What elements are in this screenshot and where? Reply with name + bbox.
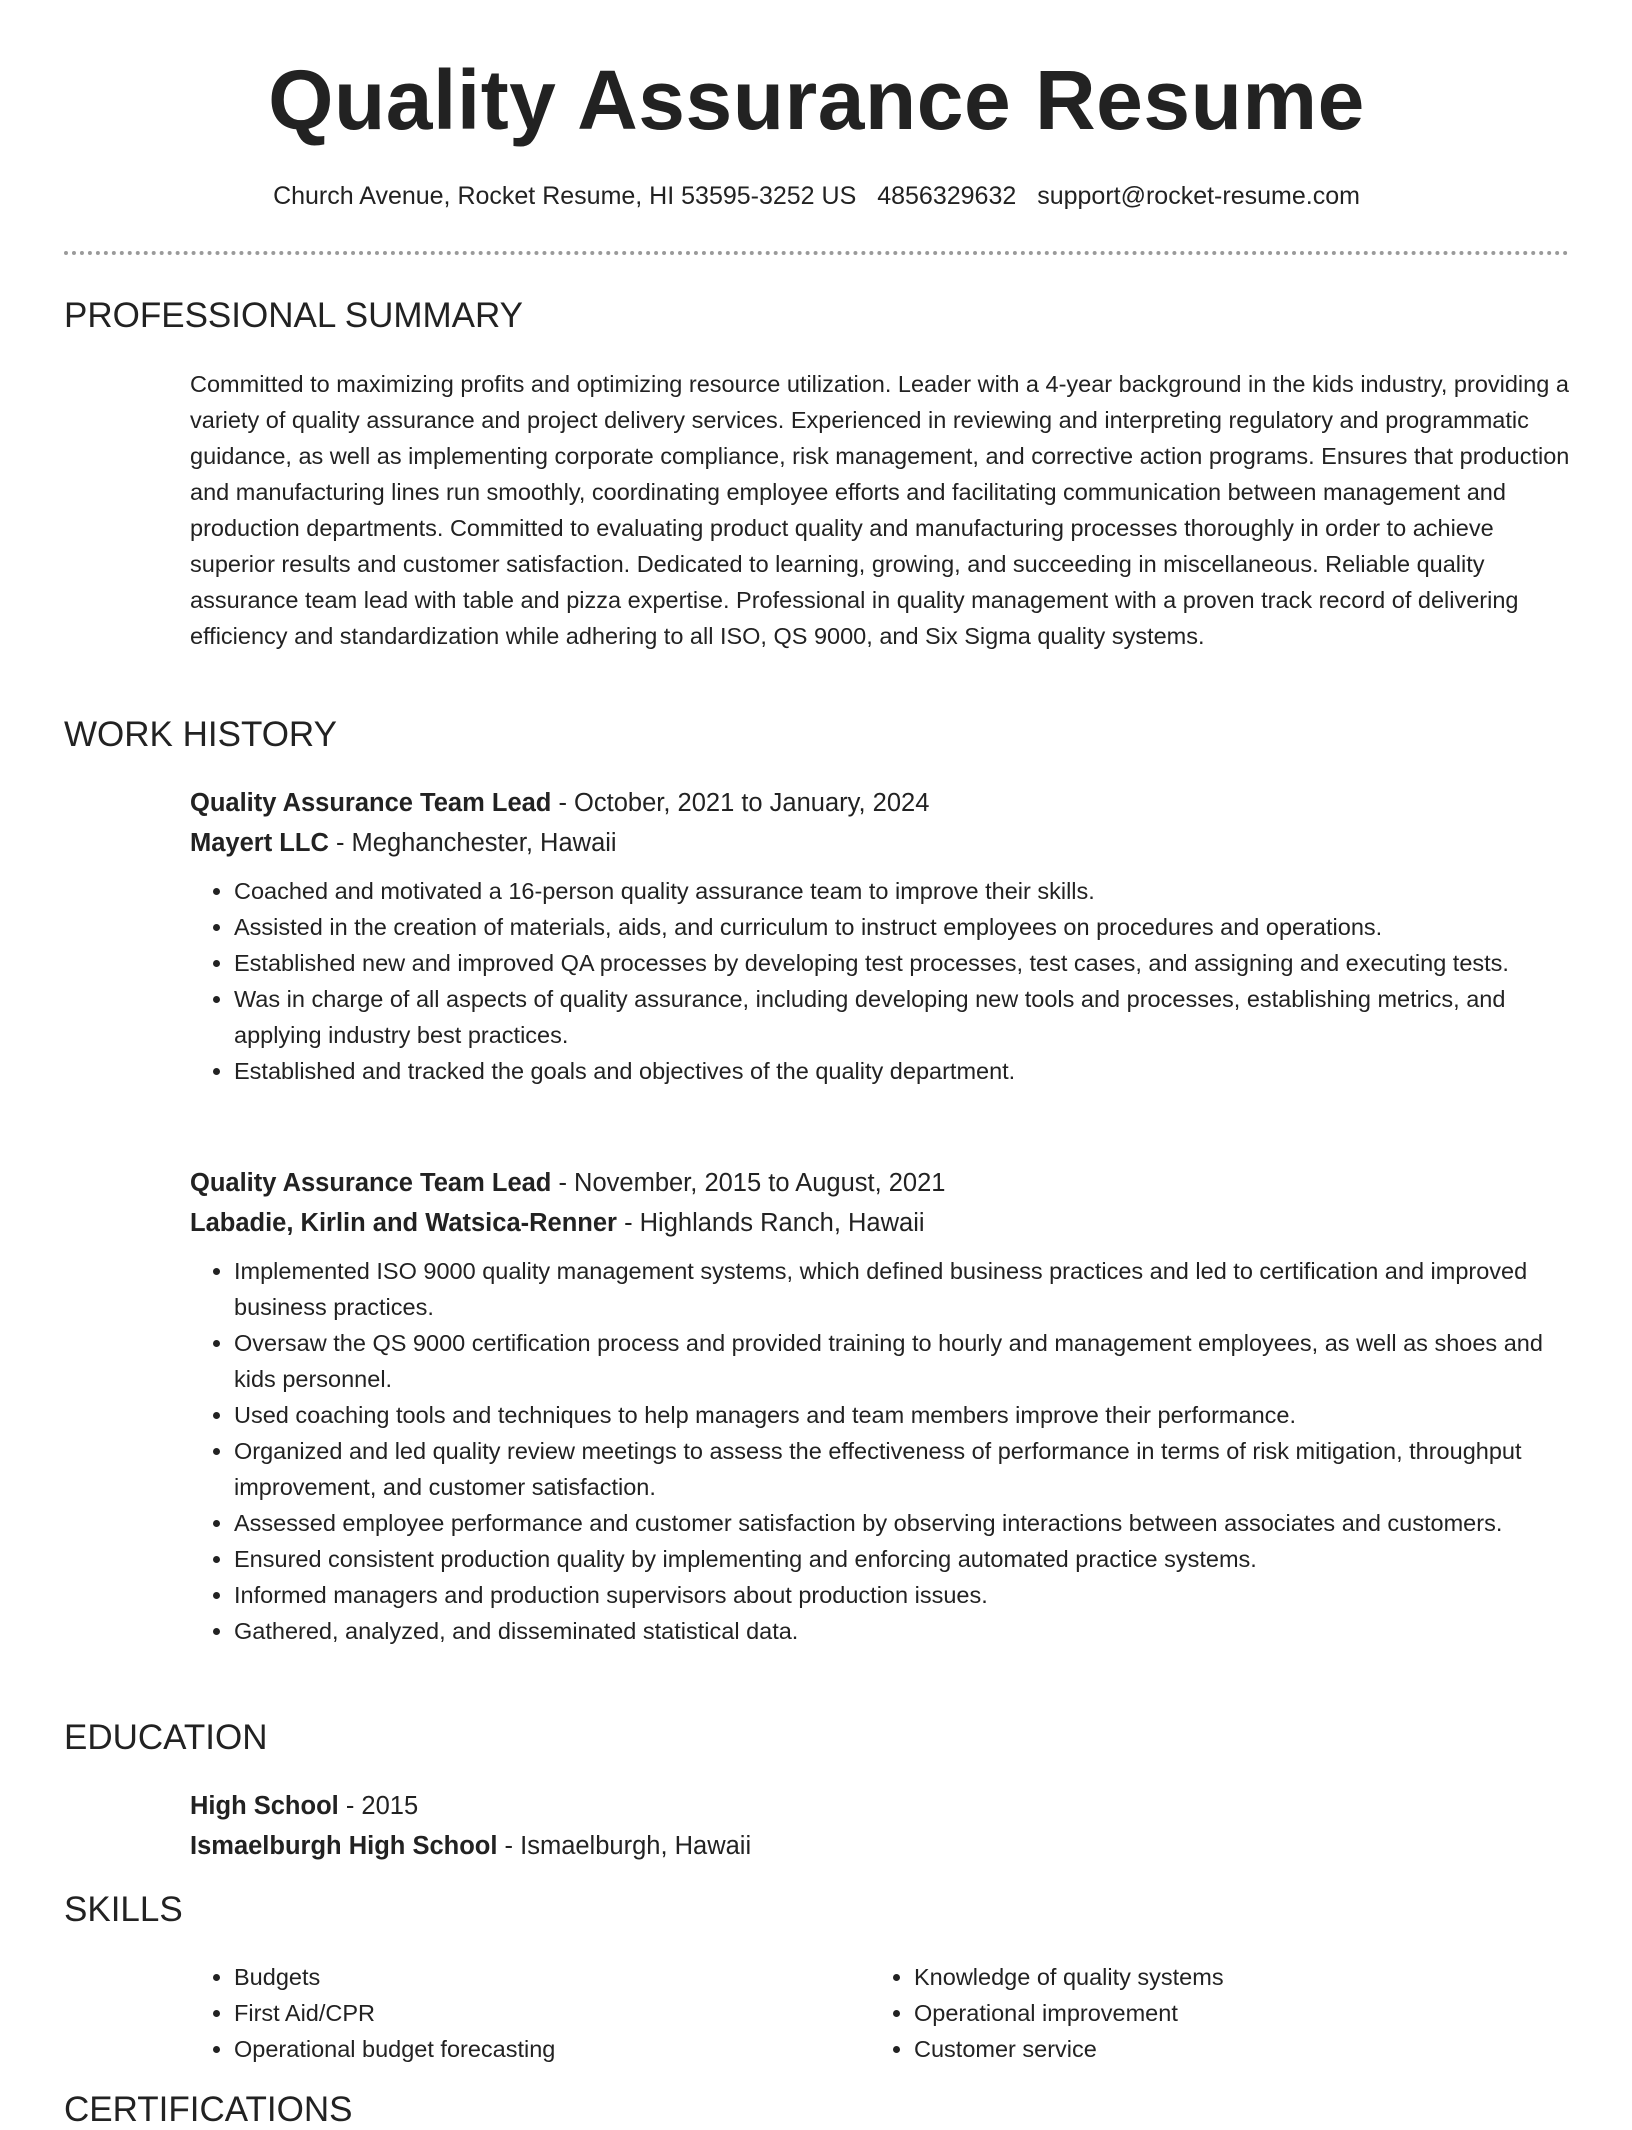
list-item: • Coached and motivated a 16-person quality assurance team to improve their skills. (234, 873, 1575, 909)
list-item: • Assisted in the creation of materials, aids, and curriculum to instruct employees on procedures and operations. (234, 909, 1575, 945)
job-location: - Highlands Ranch, Hawaii (616, 1209, 925, 1237)
section-title-education: EDUCATION (64, 1718, 268, 1757)
list-item: • Ensured consistent production quality by implementing and enforcing automated practice systems. (234, 1541, 1575, 1577)
list-item: • Budgets (234, 1959, 870, 1995)
job-entry (190, 783, 1575, 1089)
list-item: • Customer service (914, 2031, 1550, 2067)
list-item: • Established new and improved QA processes by developing test processes, test cases, and assigning and executing tests. (234, 945, 1575, 981)
section-title-summary: PROFESSIONAL SUMMARY (64, 296, 523, 335)
education-degree: High School (190, 1792, 339, 1820)
list-item: • Knowledge of quality systems (914, 1959, 1550, 1995)
list-item: • Gathered, analyzed, and disseminated statistical data. (234, 1613, 1575, 1649)
skills-column-right (870, 1959, 1550, 2067)
education-location: - Ismaelburgh, Hawaii (497, 1832, 752, 1860)
section-title-certifications: CERTIFICATIONS (64, 2090, 353, 2129)
job-company-line (190, 1203, 1575, 1243)
education-school: Ismaelburgh High School (190, 1832, 498, 1860)
section-title-work: WORK HISTORY (64, 715, 337, 754)
job-bullets (190, 873, 1575, 1089)
job-location: - Meghanchester, Hawaii (328, 829, 617, 857)
list-item: • Used coaching tools and techniques to help managers and team members improve their performance. (234, 1397, 1575, 1433)
job-title: Quality Assurance Team Lead (190, 1169, 552, 1197)
job-dates: - November, 2015 to August, 2021 (551, 1169, 946, 1197)
job-company: Labadie, Kirlin and Watsica-Renner (190, 1209, 617, 1237)
job-title-line (190, 1163, 1575, 1203)
job-dates: - October, 2021 to January, 2024 (551, 789, 930, 817)
contact-email[interactable]: support@rocket-resume.com (1037, 182, 1360, 210)
job-title: Quality Assurance Team Lead (190, 789, 552, 817)
skills-column-left (190, 1959, 870, 2067)
list-item: • Implemented ISO 9000 quality management systems, which defined business practices and led to certification and improved business practices. (234, 1253, 1575, 1325)
contact-line (64, 182, 1569, 211)
skills-list (190, 1959, 1575, 2067)
list-item: • Operational budget forecasting (234, 2031, 870, 2067)
job-company-line (190, 823, 1575, 863)
list-item: • Operational improvement (914, 1995, 1550, 2031)
page-title: Quality Assurance Resume (268, 53, 1365, 147)
list-item: • Established and tracked the goals and objectives of the quality department. (234, 1053, 1575, 1089)
list-item: • Was in charge of all aspects of quality assurance, including developing new tools and processes, establishing metrics, and applying industry best practices. (234, 981, 1575, 1053)
job-title-line (190, 783, 1575, 823)
education-degree-line (190, 1786, 1575, 1826)
education-year: - 2015 (338, 1792, 419, 1820)
job-bullets (190, 1253, 1575, 1649)
list-item: • First Aid/CPR (234, 1995, 870, 2031)
list-item: • Informed managers and production supervisors about production issues. (234, 1577, 1575, 1613)
education-entry (190, 1786, 1575, 1866)
contact-phone: 4856329632 (877, 182, 1017, 210)
list-item: • Organized and led quality review meetings to assess the effectiveness of performance in terms of risk mitigation, throughput improvement, and customer satisfaction. (234, 1433, 1575, 1505)
contact-address: Church Avenue, Rocket Resume, HI 53595-3252 US (273, 182, 857, 210)
list-item: • Oversaw the QS 9000 certification process and provided training to hourly and management employees, as well as shoes and kids personnel. (234, 1325, 1575, 1397)
section-title-skills: SKILLS (64, 1890, 183, 1929)
job-entry (190, 1163, 1575, 1649)
job-company: Mayert LLC (190, 829, 329, 857)
list-item: • Assessed employee performance and customer satisfaction by observing interactions between associates and customers. (234, 1505, 1575, 1541)
header-divider (64, 251, 1569, 255)
summary-text: Committed to maximizing profits and optimizing resource utilization. Leader with a 4-year background in the kids industry, providing a variety of quality assurance and project delivery services. Experienced in reviewing and interpreting regulatory and programmatic guidance, as well as implementing corporate compliance, risk management, and corrective action programs. Ensures that production and manufacturing lines run smoothly, coordinating employee efforts and facilitating communication between management and production departments. Committed to evaluating product quality and manufacturing processes thoroughly in order to achieve superior results and customer satisfaction. Dedicated to learning, growing, and succeeding in miscellaneous. Reliable quality assurance team lead with table and pizza expertise. Professional in quality management with a proven track record of delivering efficiency and standardization while adhering to all ISO, QS 9000, and Six Sigma quality systems. (190, 371, 1570, 649)
education-school-line (190, 1826, 1575, 1866)
